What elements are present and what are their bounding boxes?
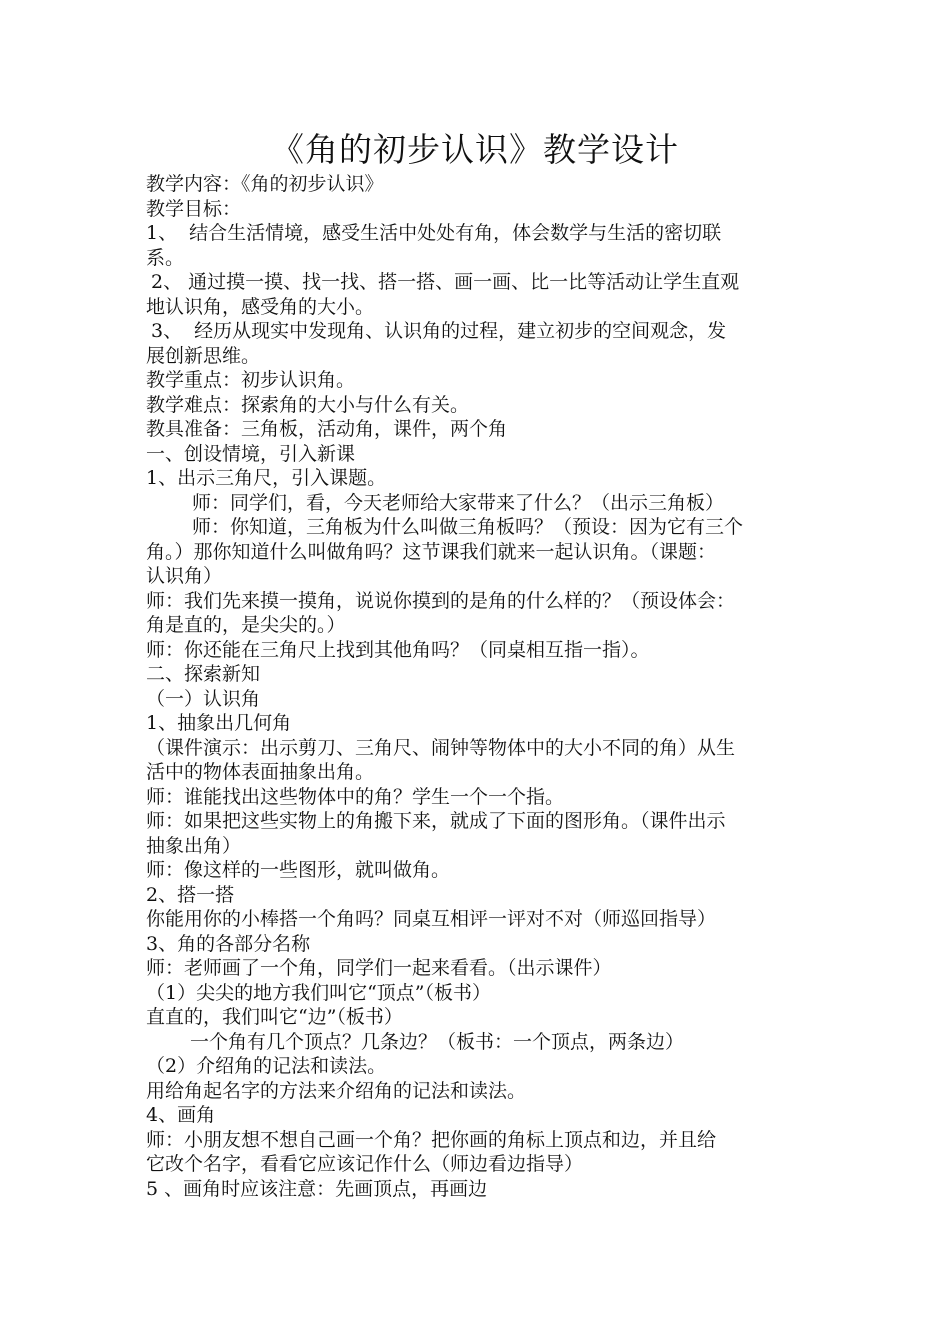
text-line: 教具准备：三角板，活动角，课件，两个角 bbox=[146, 418, 508, 440]
text-line: 认识角） bbox=[146, 565, 223, 587]
text-line: （1）尖尖的地方我们叫它“顶点”（板书） bbox=[146, 981, 492, 1004]
text-line: 4、画角 bbox=[146, 1104, 216, 1126]
text-line: 角是直的，是尖尖的。） bbox=[146, 614, 346, 636]
text-line: 师：你还能在三角尺上找到其他角吗？（同桌相互指一指）。 bbox=[146, 638, 650, 661]
text-line: 它改个名字，看看它应该记作什么（师边看边指导） bbox=[146, 1153, 584, 1175]
text-line: 师：像这样的一些图形，就叫做角。 bbox=[146, 859, 451, 881]
text-line: 师：谁能找出这些物体中的角？学生一个一个指。 bbox=[146, 785, 565, 808]
text-line: 教学重点：初步认识角。 bbox=[146, 369, 356, 391]
document-body bbox=[146, 172, 810, 1201]
text-line: 师：我们先来摸一摸角，说说你摸到的是角的什么样的？（预设体会： bbox=[146, 589, 736, 612]
text-line: 2、 通过摸一摸、找一找、搭一搭、画一画、比一比等活动让学生直观 bbox=[151, 271, 740, 293]
text-line: 直直的，我们叫它“边”（板书） bbox=[146, 1006, 403, 1028]
text-line: 1、出示三角尺，引入课题。 bbox=[146, 467, 387, 489]
text-line: 师：如果把这些实物上的角搬下来，就成了下面的图形角。（课件出示 bbox=[146, 810, 726, 832]
text-line: 5 、画角时应该注意：先画顶点，再画边 bbox=[146, 1177, 488, 1200]
text-line: 2、搭一搭 bbox=[146, 883, 235, 906]
text-line: 教学难点：探索角的大小与什么有关。 bbox=[146, 393, 470, 416]
text-line: 活中的物体表面抽象出角。 bbox=[146, 761, 375, 783]
text-line: 1、 结合生活情境，感受生活中处处有角，体会数学与生活的密切联 bbox=[146, 222, 722, 244]
document-title: 《角的初步认识》教学设计 bbox=[271, 130, 679, 169]
text-line: 系。 bbox=[146, 246, 185, 269]
text-line: （2）介绍角的记法和读法。 bbox=[146, 1055, 387, 1077]
text-line: 抽象出角） bbox=[146, 834, 242, 857]
text-line: 二、探索新知 bbox=[146, 663, 261, 685]
text-line: 教学内容：《角的初步认识》 bbox=[146, 173, 384, 195]
text-line: 师：你知道，三角板为什么叫做三角板吗？（预设：因为它有三个 bbox=[192, 516, 744, 538]
text-line: （课件演示：出示剪刀、三角尺、闹钟等物体中的大小不同的角）从生 bbox=[146, 736, 736, 759]
text-line: 一个角有几个顶点？几条边？（板书：一个顶点，两条边） bbox=[190, 1030, 685, 1053]
text-line: 一、创设情境，引入新课 bbox=[146, 442, 356, 465]
text-line: 1、抽象出几何角 bbox=[146, 712, 292, 734]
text-line: 展创新思维。 bbox=[146, 344, 261, 367]
text-line: 用给角起名字的方法来介绍角的记法和读法。 bbox=[146, 1079, 527, 1102]
text-line: 师：同学们，看，今天老师给大家带来了什么？（出示三角板） bbox=[192, 491, 725, 514]
text-line: 师：小朋友想不想自己画一个角？把你画的角标上顶点和边，并且给 bbox=[146, 1128, 717, 1151]
text-line: 你能用你的小棒搭一个角吗？同桌互相评一评对不对（师巡回指导） bbox=[146, 908, 717, 930]
text-line: 角。）那你知道什么叫做角吗？这节课我们就来一起认识角。（课题： bbox=[146, 540, 717, 563]
text-line: 3、角的各部分名称 bbox=[146, 932, 311, 955]
text-line: 教学目标： bbox=[146, 197, 242, 220]
text-line: 3、 经历从现实中发现角、认识角的过程，建立初步的空间观念，发 bbox=[151, 320, 727, 342]
text-line: 师：老师画了一个角，同学们一起来看看。（出示课件） bbox=[146, 957, 612, 979]
text-line: （一）认识角 bbox=[146, 687, 261, 710]
text-line: 地认识角，感受角的大小。 bbox=[146, 295, 375, 318]
